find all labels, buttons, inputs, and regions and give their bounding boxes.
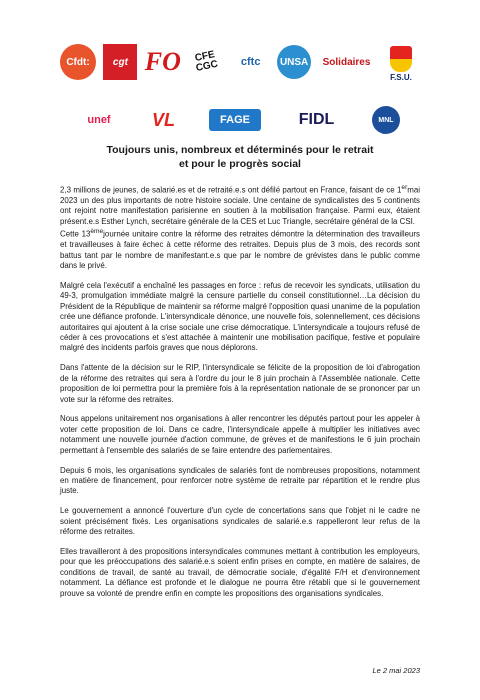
fo-logo: FO [144,47,181,76]
document-body [60,183,420,609]
cgt-logo: cgt [103,44,137,80]
paragraph-6: Depuis 6 mois, les organisations syndicales de salariés font de nombreuses propositions, notamment en matière de financement, pour renforcer notre système de retraite par répartition et le rendre plus juste. [60,465,420,496]
mnl-logo: MNL [372,106,400,134]
fidl-logo: FIDL [298,111,335,128]
paragraph-4: Dans l'attente de la décision sur le RIP, l'intersyndicale se félicite de la proposition de loi d'abrogation de la réforme des retraites qui sera à l'ordre du jour le 8 juin prochain à l'Assemblée nationale. Cette proposition de loi permettra pour la première fois à la représentation nationale de se prononcer par un vote sur la réforme des retraites. [60,363,420,404]
document-title [60,143,420,171]
paragraph-2: Cette 13èmejournée unitaire contre la réforme des retraites démontre la détermination des travailleurs et travailleuses à faire échec à cette réforme des retraites. Depuis plus de 3 mois, des records sont battus tant par le nombre de manifestant.e.s que par le nombre de grévistes dans le public comme dans le privé. [60,228,420,271]
paragraph-5: Nous appelons unitairement nos organisations à aller rencontrer les députés partout pour les appeler à voter cette proposition de loi. Dans ce cadre, l'intersyndicale appelle à multiplier les initiatives avec notamment une nouvelle journée d'action commune, de grèves et de manifestions le 6 juin prochain permettant à l'ensemble des salariés de se faire entendre des parlementaires. [60,414,420,455]
cfdt-logo: Cfdt: [60,44,96,80]
cfe-cgc-logo: CFE CGC [194,49,220,75]
paragraph-1: 2,3 millions de jeunes, de salarié.es et de retraité.e.s ont défilé partout en France, faisant de ce 1ermai 2023 un des plus importants de notre histoire sociale. Une centaine de syndicalistes des 5 continents ont rejoint notre manifestation parisienne en soutien à la mobilisation française. Parmi eux, étaient présent.e.s Esther Lynch, secrétaire générale de la CES et Luc Triangle, secrétaire général de la CSI. [60,184,420,226]
unef-logo: unef [87,114,111,126]
fsu-mark-icon [390,46,412,72]
vl-logo: VL [151,109,175,130]
title-line-2: et pour le progrès social [179,158,301,170]
cftc-logo: cftc [240,56,261,68]
unsa-logo: UNSA [277,45,311,79]
title-line-1: Toujours unis, nombreux et déterminés pour le retrait [106,144,374,156]
fage-logo: FAGE [209,109,261,131]
paragraph-3: Malgré cela l'exécutif a enchaîné les passages en force : refus de recevoir les syndicats, utilisation du 49-3, promulgation immédiate malgré la censure partielle du conseil constitutionnel…La décision du Président de la République de maintenir sa réforme malgré l'opposition quasi unanime de la population crée une défiance profonde. L'intersyndicale dénonce, une nouvelle fois, solennellement, ces décisions autoritaires qui ajoutent à la crise sociale une crise démocratique. L'intersyndicale a toujours refusé de céder à ces provocations et s'est attachée à maintenir une mobilisation pacifique, festive et populaire malgré des incidents parfois graves que nous déplorons. [60,281,420,353]
fsu-logo: F.S.U. [382,42,420,82]
solidaires-logo: Solidaires [322,56,371,68]
paragraph-8: Elles travailleront à des propositions intersyndicales communes mettant à contribution les employeurs, pour que les préoccupations des salarié.e.s soient enfin prises en compte, en matière de salaires, de conditions de travail, de santé au travail, de démocratie sociale, d'égalité F/H et d'environnement notamment. La défiance est profonde et le dialogue ne pourra être rétabli que si le gouvernement prouve sa volonté de prendre enfin en compte les propositions des organisations syndicales. [60,547,420,598]
logo-row-1 [60,40,420,84]
paragraph-7: Le gouvernement a annoncé l'ouverture d'un cycle de concertations sans que l'objet ni le cadre ne soient précisément fixés. Les organisations syndicales de salarié.e.s rappelleront leur refus de la réforme des retraites. [60,506,420,537]
logo-row-2 [60,98,420,142]
document-date: Le 2 mai 2023 [372,666,420,675]
union-logos [60,40,420,142]
